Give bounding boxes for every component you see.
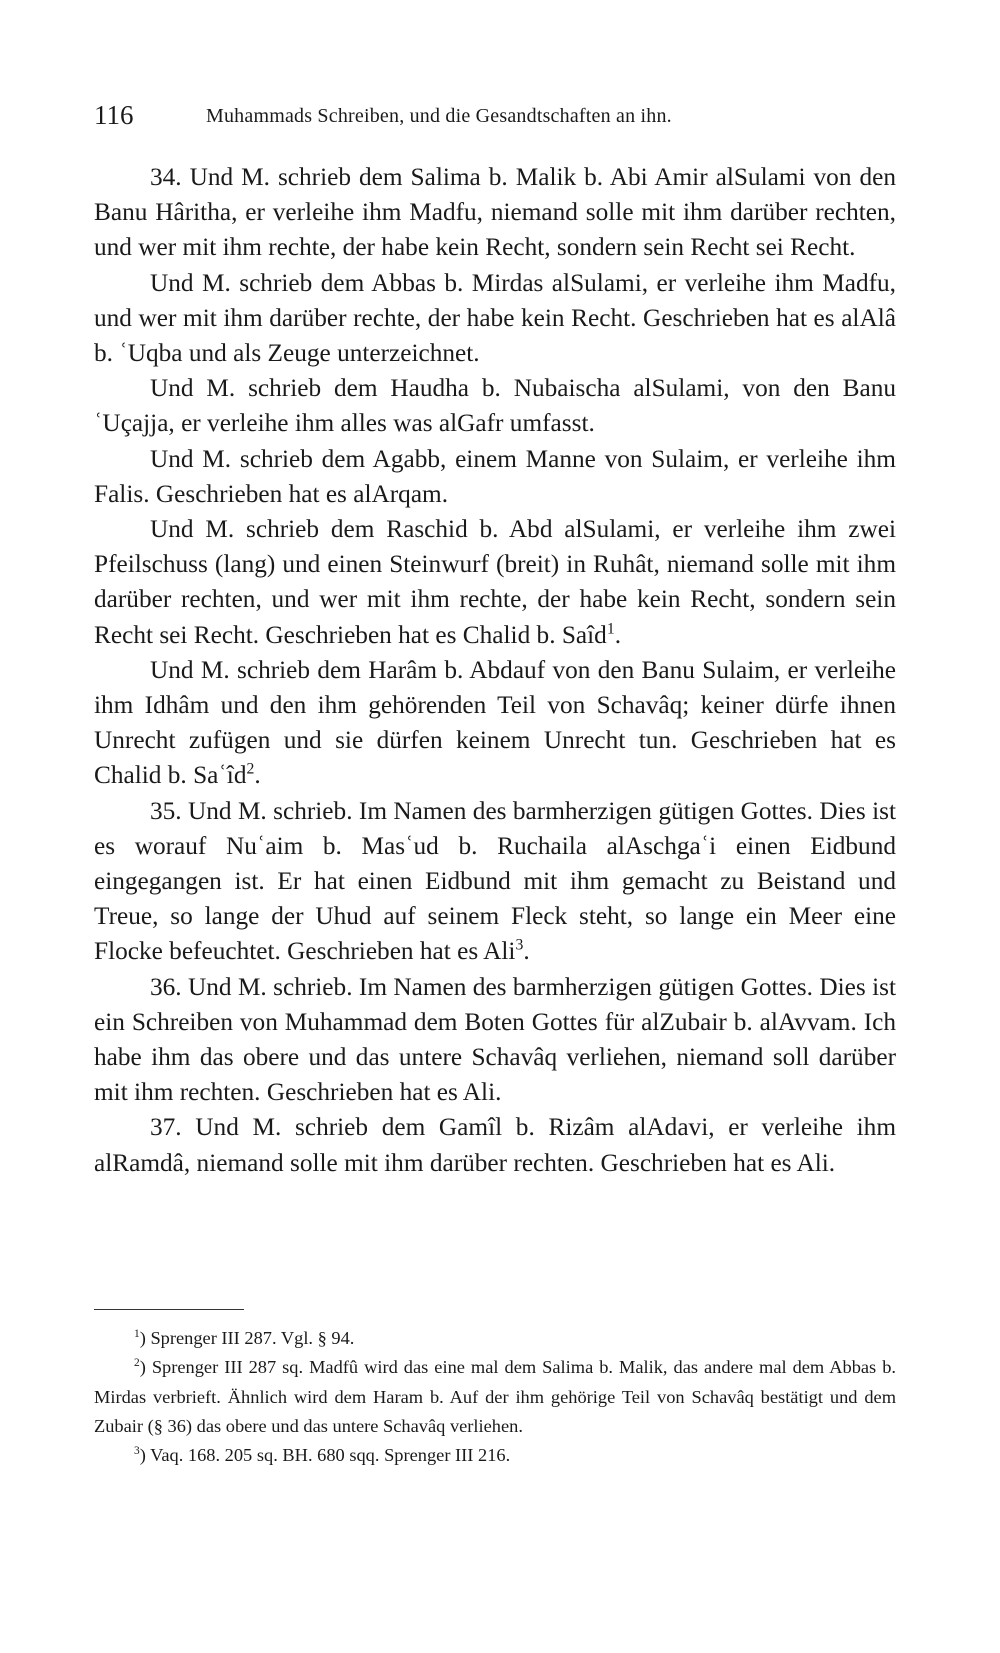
paragraph: Und M. schrieb dem Harâm b. Abdauf von den Banu Sulaim, er verleihe ihm Idhâm und den ihm gehörenden Teil von Schavâq; keiner dürfe ihnen Unrecht zufügen und sie dürfen keinem Unrecht tun. Geschrieben hat es Chalid b. Saʿîd$^2$. <box>94 655 896 790</box>
paragraph: Und M. schrieb dem Abbas b. Mirdas alSulami, er verleihe ihm Madfu, und wer mit ihm darüber rechte, der habe kein Recht. Geschrieben hat es alAlâ b. ʿUqba und als Zeuge unterzeichnet. <box>94 268 896 368</box>
paragraph: Und M. schrieb dem Agabb, einem Manne von Sulaim, er verleihe ihm Falis. Geschrieben hat es alArqam. <box>94 444 896 508</box>
footnote: $^2$) Sprenger III 287 sq. Madfû wird das eine mal dem Salima b. Malik, das andere mal dem Abbas b. Mirdas verbrieft. Ähnlich wird dem Haram b. Auf der ihm gehörige Teil von Schavâq bestätigt und dem Zubair (§ 36) das obere und das untere Schavâq verliehen. <box>94 1357 896 1436</box>
page-header <box>94 100 894 136</box>
footnote-ref: 3 <box>515 937 524 955</box>
body-text <box>94 160 896 1181</box>
paragraph: 34. Und M. schrieb dem Salima b. Malik b. Abi Amir alSulami von den Banu Hâritha, er verleihe ihm Madfu, niemand solle mit ihm darüber rechten, und wer mit ihm rechte, der habe kein Recht, sondern sein Recht sei Recht. <box>94 163 896 262</box>
paragraph: 36. Und M. schrieb. Im Namen des barmherzigen gütigen Gottes. Dies ist ein Schreiben von Muhammad dem Boten Gottes für alZubair b. alAvvam. Ich habe ihm das obere und das untere Schavâq verliehen, niemand soll darüber mit ihm rechten. Geschrieben hat es Ali. <box>94 972 896 1107</box>
paragraph: Und M. schrieb dem Raschid b. Abd alSulami, er verleihe ihm zwei Pfeilschuss (lang) und einen Steinwurf (breit) in Ruhât, niemand solle mit ihm darüber rechten, und wer mit ihm rechte, der habe kein Recht, sondern sein Recht sei Recht. Geschrieben hat es Chalid b. Saîd$^1$. <box>94 515 896 649</box>
footnote-ref: 2 <box>246 761 255 779</box>
footnote-ref: 1 <box>606 620 615 638</box>
footnote-mark: 1 <box>134 1327 140 1340</box>
paragraph: 37. Und M. schrieb dem Gamîl b. Rizâm alAdavi, er verleihe ihm alRamdâ, niemand solle mit ihm darüber rechten. Geschrieben hat es Ali. <box>94 1113 896 1177</box>
paragraph: Und M. schrieb dem Haudha b. Nubaischa alSulami, von den Banu ʿUçajja, er verleihe ihm alles was alGafr umfasst. <box>94 374 896 438</box>
footnote: $^3$) Vaq. 168. 205 sq. BH. 680 sqq. Sprenger III 216. <box>134 1445 511 1466</box>
footnote-separator <box>94 1309 244 1310</box>
footnote-mark: 3 <box>134 1445 140 1458</box>
footnotes <box>94 1324 896 1470</box>
running-head: Muhammads Schreiben, und die Gesandtschaften an ihn. <box>206 105 672 127</box>
page-number: 116 <box>94 100 134 130</box>
paragraph: 35. Und M. schrieb. Im Namen des barmherzigen gütigen Gottes. Dies ist es worauf Nuʿaim b. Masʿud b. Ruchaila alAschgaʿi einen Eidbund eingegangen ist. Er hat einen Eidbund mit ihm gemacht zu Beistand und Treue, so lange der Uhud auf seinem Fleck steht, so lange ein Meer eine Flocke befeuchtet. Geschrieben hat es Ali$^3$. <box>94 796 896 966</box>
footnote: $^1$) Sprenger III 287. Vgl. § 94. <box>134 1327 355 1348</box>
footnote-mark: 2 <box>134 1357 140 1370</box>
